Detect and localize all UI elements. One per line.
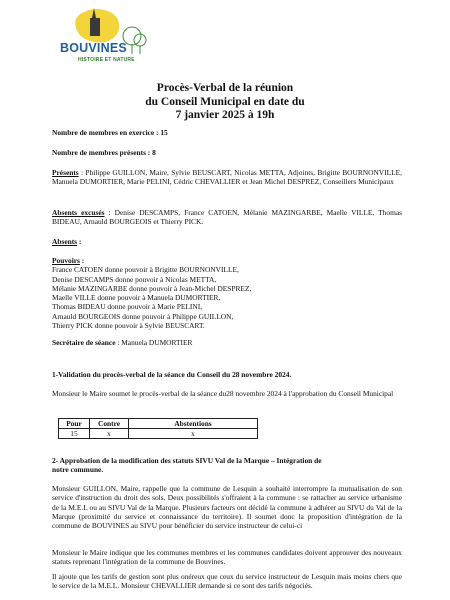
section-1-body-block: [52, 389, 402, 398]
section-2-para-2: Monsieur le Maire indique que les communes membres et les communes candidates doivent approuver des nouveaux statuts reprenant l'intégration de la commune de Bouvines.: [52, 548, 402, 567]
logo-graphic: [56, 6, 156, 74]
section-2-heading-line-2: notre commune.: [52, 465, 104, 475]
pouvoirs-block: [52, 256, 402, 330]
vote-table-header-row: [59, 419, 258, 429]
title-line-3: 7 janvier 2025 à 19h: [175, 109, 275, 121]
bouvines-logo: [56, 6, 156, 74]
members-present: Nombre de membres présents : 8: [52, 148, 156, 157]
presents-block: [52, 168, 402, 187]
secretaire-label: Secrétaire de séance: [52, 338, 116, 347]
section-1-heading: 1-Validation du procès-verbal de la séance du Conseil du 28 novembre 2024.: [52, 370, 292, 379]
pouvoir-line: Thierry PICK donne pouvoir à Sylvie BEUSCART.: [52, 321, 205, 331]
section-2-para-3-block: [52, 572, 402, 591]
excuses-label: Absents excusés: [52, 208, 105, 217]
pouvoir-line: Mélanie MAZINGARBE donne pouvoir à Jean-Michel DESPREZ,: [52, 283, 252, 293]
section-2-heading-line-1: 2- Approbation de la modification des statuts SIVU Val de la Marque – Intégration de: [52, 456, 322, 465]
vote-header-pour: Pour: [59, 419, 90, 429]
pouvoirs-label: Pouvoirs: [52, 256, 80, 265]
logo-wordmark: BOUVINES: [60, 41, 127, 55]
vote-header-contre: Contre: [90, 419, 129, 429]
vote-cell-pour: 15: [59, 429, 90, 439]
document-title: [0, 82, 450, 123]
excuses-text: : Denise DESCAMPS, France CATOEN, Mélanie MAZINGARBE, Maelle VILLE, Thomas BIDEAU, Arnauld BOURGEOIS et Thierry PICK.: [52, 208, 402, 227]
section-2-heading-block: [52, 456, 402, 475]
absents-text: :: [77, 237, 82, 246]
pouvoir-line: France CATOEN donne pouvoir à Brigitte BOURNONVILLE,: [52, 265, 239, 275]
title-line-1: Procès-Verbal de la réunion: [156, 82, 294, 94]
members-present-block: [52, 148, 402, 157]
presents-label: Présents: [52, 168, 79, 177]
vote-cell-abstentions: x: [129, 429, 258, 439]
absents-block: [52, 237, 402, 246]
section-2-para-1: Monsieur GUILLON, Maire, rappelle que la commune de Lesquin a souhaité interrompre la mutualisation de son service d'instruction du droit des sols. Deux possibilités s'offraient à la commune : se rattacher au service urbanisme de la M.E.L ou au SIVU Val de la Marque. Plusieurs facteurs ont décidé la commune à adhérer au SIVU du Val de la Marque (proximité du service et connaissance du territoire). Il soumet donc la proposition d'intégration de la commune de BOUVINES au SIVU pour bénéficier du service instructeur de celui-ci: [52, 484, 402, 531]
members-in-office: Nombre de membres en exercice : 15: [52, 128, 168, 137]
pouvoir-line: Thomas BIDEAU donne pouvoir à Marie PELINI,: [52, 302, 203, 312]
pouvoirs-text: :: [79, 256, 85, 265]
section-1-body: Monsieur le Maire soumet le procès-verbal de la séance du28 novembre 2024 à l'approbation du Conseil Municipal: [52, 389, 394, 398]
section-1-heading-block: [52, 370, 402, 379]
section-2-para-3: Il ajoute que les tarifs de gestion sont plus onéreux que ceux du service instructeur de Lesquin mais moins chers que le service de la M.E.L. Monsieur CHEVALLIER demande si ce sont des tarifs négociés.: [52, 572, 402, 591]
excuses-block: [52, 208, 402, 227]
secretaire-block: [52, 338, 402, 347]
absents-label: Absents: [52, 237, 78, 246]
pouvoir-line: Denise DESCAMPS donne pouvoir à Nicolas METTA,: [52, 274, 217, 284]
logo-tagline: HISTOIRE ET NATURE: [78, 57, 135, 63]
vote-cell-contre: x: [90, 429, 129, 439]
members-block: [52, 128, 402, 137]
secretaire-text: : Manuela DUMORTIER: [115, 338, 193, 347]
vote-table-row: [59, 429, 258, 439]
section-2-para-2-block: [52, 548, 402, 567]
section-2-para-1-block: [52, 484, 402, 530]
pouvoir-line: Arnauld BOURGEOIS donne pouvoir à Philippe GUILLON,: [52, 311, 234, 321]
presents-text: : Philippe GUILLON, Maire, Sylvie BEUSCART, Nicolas METTA, Adjoints, Brigitte BOURNONVILLE, Manuela DUMORTIER, Marie PELINI, Cédric CHEVALLIER et Jean Michel DESPREZ, Conseillers Municipaux: [52, 168, 402, 187]
vote-table: [58, 418, 258, 439]
title-line-2: du Conseil Municipal en date du: [145, 95, 305, 108]
pouvoir-line: Maelle VILLE donne pouvoir à Manuela DUMORTIER,: [52, 293, 221, 303]
vote-header-abstentions: Abstentions: [129, 419, 258, 429]
